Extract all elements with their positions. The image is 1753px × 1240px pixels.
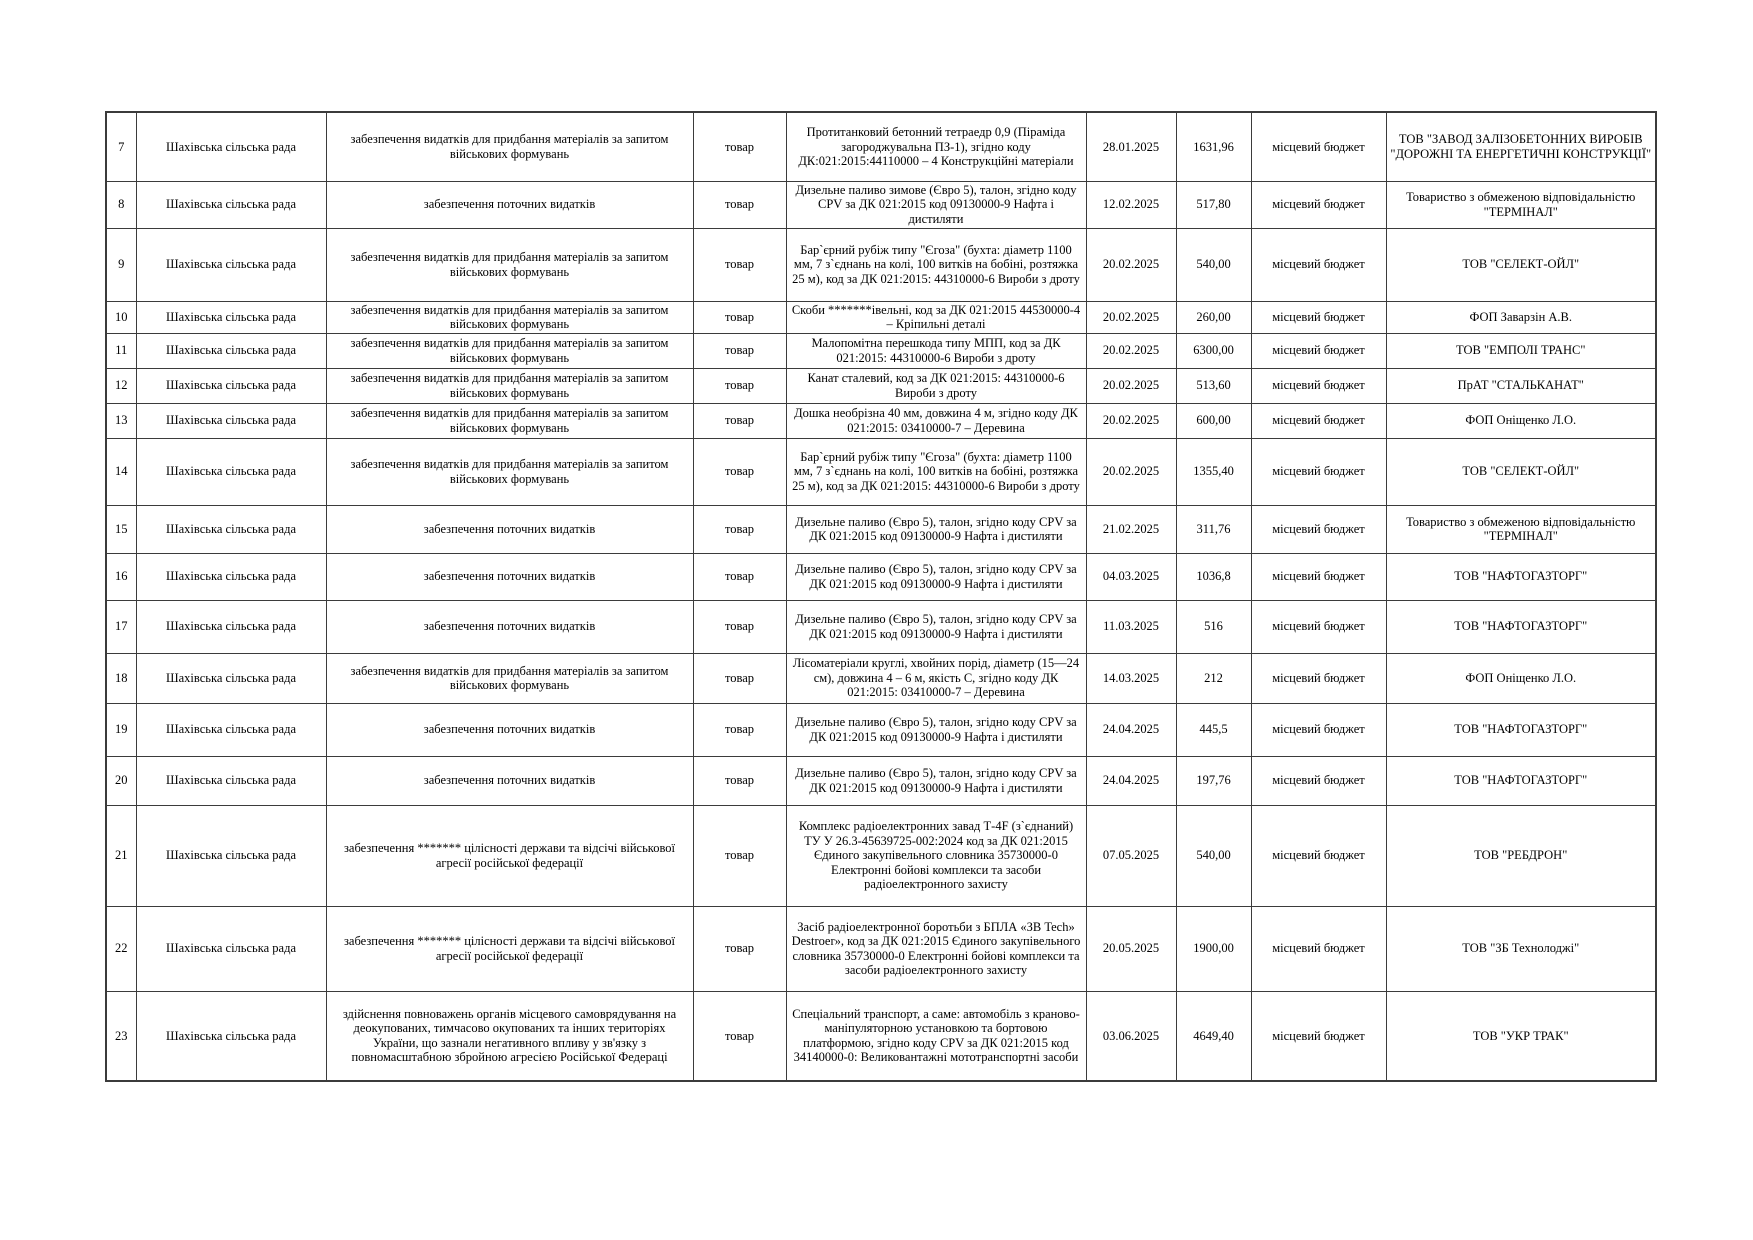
- purpose-cell: забезпечення видатків для придбання матеріалів за запитом військових формувань: [326, 333, 693, 368]
- item-description-cell: Скоби *******івельні, код за ДК 021:2015 44530000-4 – Кріпильні деталі: [786, 301, 1086, 333]
- procurement-table: [105, 111, 1657, 1082]
- supplier-cell: ТОВ "ЗБ Технолоджі": [1386, 906, 1656, 991]
- budget-cell: місцевий бюджет: [1251, 505, 1386, 553]
- organization-cell: Шахівська сільська рада: [136, 600, 326, 653]
- date-cell: 24.04.2025: [1086, 756, 1176, 805]
- budget-cell: місцевий бюджет: [1251, 333, 1386, 368]
- amount-cell: 4649,40: [1176, 991, 1251, 1081]
- type-cell: товар: [693, 906, 786, 991]
- organization-cell: Шахівська сільська рада: [136, 228, 326, 301]
- organization-cell: Шахівська сільська рада: [136, 991, 326, 1081]
- row-number-cell: 11: [106, 333, 136, 368]
- type-cell: товар: [693, 333, 786, 368]
- amount-cell: 311,76: [1176, 505, 1251, 553]
- date-cell: 14.03.2025: [1086, 653, 1176, 703]
- item-description-cell: Малопомітна перешкода типу МПП, код за ДК 021:2015: 44310000-6 Вироби з дроту: [786, 333, 1086, 368]
- date-cell: 12.02.2025: [1086, 181, 1176, 228]
- row-number-cell: 7: [106, 112, 136, 181]
- amount-cell: 513,60: [1176, 368, 1251, 403]
- table-row: [106, 505, 1656, 553]
- table-row: [106, 653, 1656, 703]
- amount-cell: 600,00: [1176, 403, 1251, 438]
- item-description-cell: Дизельне паливо (Євро 5), талон, згідно коду CPV за ДК 021:2015 код 09130000-9 Нафта і дистиляти: [786, 756, 1086, 805]
- amount-cell: 540,00: [1176, 805, 1251, 906]
- amount-cell: 1355,40: [1176, 438, 1251, 505]
- purpose-cell: забезпечення поточних видатків: [326, 703, 693, 756]
- organization-cell: Шахівська сільська рада: [136, 438, 326, 505]
- type-cell: товар: [693, 703, 786, 756]
- type-cell: товар: [693, 505, 786, 553]
- item-description-cell: Канат сталевий, код за ДК 021:2015: 44310000-6 Вироби з дроту: [786, 368, 1086, 403]
- table-row: [106, 600, 1656, 653]
- item-description-cell: Дизельне паливо (Євро 5), талон, згідно коду CPV за ДК 021:2015 код 09130000-9 Нафта і дистиляти: [786, 703, 1086, 756]
- purpose-cell: забезпечення поточних видатків: [326, 181, 693, 228]
- organization-cell: Шахівська сільська рада: [136, 805, 326, 906]
- budget-cell: місцевий бюджет: [1251, 703, 1386, 756]
- date-cell: 03.06.2025: [1086, 991, 1176, 1081]
- row-number-cell: 17: [106, 600, 136, 653]
- row-number-cell: 16: [106, 553, 136, 600]
- supplier-cell: ФОП Заварзін А.В.: [1386, 301, 1656, 333]
- date-cell: 20.02.2025: [1086, 368, 1176, 403]
- date-cell: 20.02.2025: [1086, 438, 1176, 505]
- purpose-cell: забезпечення видатків для придбання матеріалів за запитом військових формувань: [326, 112, 693, 181]
- purpose-cell: здійснення повноважень органів місцевого самоврядування на деокупованих, тимчасово окупованих та інших територіях України, що зазнали негативного впливу у зв'язку з повномасштабною збройною агресією Російської Федераці: [326, 991, 693, 1081]
- supplier-cell: ТОВ "РЕБДРОН": [1386, 805, 1656, 906]
- supplier-cell: ТОВ "ЗАВОД ЗАЛІЗОБЕТОННИХ ВИРОБІВ "ДОРОЖНІ ТА ЕНЕРГЕТИЧНІ КОНСТРУКЦІЇ": [1386, 112, 1656, 181]
- item-description-cell: Спеціальний транспорт, а саме: автомобіль з краново-маніпуляторною установкою та бортовою платформою, згідно коду CPV за ДК 021:2015 код 34140000-0: Великовантажні мототранспортні засоби: [786, 991, 1086, 1081]
- budget-cell: місцевий бюджет: [1251, 553, 1386, 600]
- amount-cell: 197,76: [1176, 756, 1251, 805]
- organization-cell: Шахівська сільська рада: [136, 703, 326, 756]
- table-row: [106, 703, 1656, 756]
- table-row: [106, 553, 1656, 600]
- type-cell: товар: [693, 756, 786, 805]
- purpose-cell: забезпечення поточних видатків: [326, 756, 693, 805]
- budget-cell: місцевий бюджет: [1251, 653, 1386, 703]
- row-number-cell: 20: [106, 756, 136, 805]
- table-row: [106, 991, 1656, 1081]
- supplier-cell: ТОВ "НАФТОГАЗТОРГ": [1386, 600, 1656, 653]
- item-description-cell: Бар`єрний рубіж типу "Єгоза" (бухта: діаметр 1100 мм, 7 з`єднань на колі, 100 витків на бобіні, розтяжка 25 м), код за ДК 021:2015: 44310000-6 Вироби з дроту: [786, 438, 1086, 505]
- date-cell: 11.03.2025: [1086, 600, 1176, 653]
- budget-cell: місцевий бюджет: [1251, 991, 1386, 1081]
- purpose-cell: забезпечення видатків для придбання матеріалів за запитом військових формувань: [326, 368, 693, 403]
- purpose-cell: забезпечення ******* цілісності держави та відсічі військової агресії російської федерації: [326, 805, 693, 906]
- budget-cell: місцевий бюджет: [1251, 438, 1386, 505]
- supplier-cell: Товариство з обмеженою відповідальністю "ТЕРМІНАЛ": [1386, 505, 1656, 553]
- date-cell: 20.02.2025: [1086, 228, 1176, 301]
- item-description-cell: Дизельне паливо зимове (Євро 5), талон, згідно коду CPV за ДК 021:2015 код 09130000-9 Нафта і дистиляти: [786, 181, 1086, 228]
- purpose-cell: забезпечення поточних видатків: [326, 600, 693, 653]
- purpose-cell: забезпечення видатків для придбання матеріалів за запитом військових формувань: [326, 438, 693, 505]
- table-row: [106, 301, 1656, 333]
- row-number-cell: 13: [106, 403, 136, 438]
- budget-cell: місцевий бюджет: [1251, 805, 1386, 906]
- amount-cell: 445,5: [1176, 703, 1251, 756]
- type-cell: товар: [693, 228, 786, 301]
- item-description-cell: Лісоматеріали круглі, хвойних порід, діаметр (15—24 см), довжина 4 – 6 м, якість С, згідно коду ДК 021:2015: 03410000-7 – Деревина: [786, 653, 1086, 703]
- table-row: [106, 756, 1656, 805]
- date-cell: 20.02.2025: [1086, 333, 1176, 368]
- item-description-cell: Дизельне паливо (Євро 5), талон, згідно коду CPV за ДК 021:2015 код 09130000-9 Нафта і дистиляти: [786, 553, 1086, 600]
- row-number-cell: 14: [106, 438, 136, 505]
- budget-cell: місцевий бюджет: [1251, 112, 1386, 181]
- type-cell: товар: [693, 301, 786, 333]
- supplier-cell: ПрАТ "СТАЛЬКАНАТ": [1386, 368, 1656, 403]
- row-number-cell: 23: [106, 991, 136, 1081]
- row-number-cell: 15: [106, 505, 136, 553]
- date-cell: 20.05.2025: [1086, 906, 1176, 991]
- date-cell: 04.03.2025: [1086, 553, 1176, 600]
- amount-cell: 1900,00: [1176, 906, 1251, 991]
- organization-cell: Шахівська сільська рада: [136, 333, 326, 368]
- row-number-cell: 10: [106, 301, 136, 333]
- type-cell: товар: [693, 553, 786, 600]
- amount-cell: 260,00: [1176, 301, 1251, 333]
- type-cell: товар: [693, 403, 786, 438]
- organization-cell: Шахівська сільська рада: [136, 553, 326, 600]
- amount-cell: 6300,00: [1176, 333, 1251, 368]
- budget-cell: місцевий бюджет: [1251, 403, 1386, 438]
- table-row: [106, 438, 1656, 505]
- table-row: [106, 181, 1656, 228]
- item-description-cell: Протитанковий бетонний тетраедр 0,9 (Піраміда загороджувальна ПЗ-1), згідно коду ДК:021:2015:44110000 – 4 Конструкційні матеріали: [786, 112, 1086, 181]
- amount-cell: 1631,96: [1176, 112, 1251, 181]
- date-cell: 07.05.2025: [1086, 805, 1176, 906]
- budget-cell: місцевий бюджет: [1251, 756, 1386, 805]
- table-row: [106, 368, 1656, 403]
- type-cell: товар: [693, 991, 786, 1081]
- row-number-cell: 21: [106, 805, 136, 906]
- supplier-cell: ТОВ "СЕЛЕКТ-ОЙЛ": [1386, 438, 1656, 505]
- date-cell: 28.01.2025: [1086, 112, 1176, 181]
- budget-cell: місцевий бюджет: [1251, 906, 1386, 991]
- organization-cell: Шахівська сільська рада: [136, 112, 326, 181]
- row-number-cell: 8: [106, 181, 136, 228]
- item-description-cell: Засіб радіоелектронної боротьби з БПЛА «ЗВ Tech» Destroer», код за ДК 021:2015 Єдиного закупівельного словника 35730000-0 Електронні бойові комплекси та засоби радіоелектронного захисту: [786, 906, 1086, 991]
- amount-cell: 540,00: [1176, 228, 1251, 301]
- amount-cell: 517,80: [1176, 181, 1251, 228]
- supplier-cell: ФОП Оніщенко Л.О.: [1386, 403, 1656, 438]
- table-row: [106, 112, 1656, 181]
- supplier-cell: ТОВ "УКР ТРАК": [1386, 991, 1656, 1081]
- date-cell: 20.02.2025: [1086, 403, 1176, 438]
- organization-cell: Шахівська сільська рада: [136, 906, 326, 991]
- type-cell: товар: [693, 805, 786, 906]
- type-cell: товар: [693, 653, 786, 703]
- supplier-cell: ТОВ "НАФТОГАЗТОРГ": [1386, 703, 1656, 756]
- purpose-cell: забезпечення поточних видатків: [326, 553, 693, 600]
- budget-cell: місцевий бюджет: [1251, 600, 1386, 653]
- organization-cell: Шахівська сільська рада: [136, 505, 326, 553]
- purpose-cell: забезпечення видатків для придбання матеріалів за запитом військових формувань: [326, 653, 693, 703]
- supplier-cell: ТОВ "ЕМПОЛІ ТРАНС": [1386, 333, 1656, 368]
- row-number-cell: 9: [106, 228, 136, 301]
- type-cell: товар: [693, 438, 786, 505]
- row-number-cell: 18: [106, 653, 136, 703]
- row-number-cell: 22: [106, 906, 136, 991]
- date-cell: 24.04.2025: [1086, 703, 1176, 756]
- row-number-cell: 19: [106, 703, 136, 756]
- organization-cell: Шахівська сільська рада: [136, 653, 326, 703]
- date-cell: 20.02.2025: [1086, 301, 1176, 333]
- purpose-cell: забезпечення поточних видатків: [326, 505, 693, 553]
- table-body: [106, 112, 1656, 1081]
- date-cell: 21.02.2025: [1086, 505, 1176, 553]
- item-description-cell: Комплекс радіоелектронних завад Т-4F (з`єднаний) ТУ У 26.3-45639725-002:2024 код за ДК 021:2015 Єдиного закупівельного словника 35730000-0 Електронні бойові комплекси та засоби радіоелектронного захисту: [786, 805, 1086, 906]
- type-cell: товар: [693, 600, 786, 653]
- row-number-cell: 12: [106, 368, 136, 403]
- purpose-cell: забезпечення видатків для придбання матеріалів за запитом військових формувань: [326, 228, 693, 301]
- budget-cell: місцевий бюджет: [1251, 181, 1386, 228]
- table-row: [106, 333, 1656, 368]
- budget-cell: місцевий бюджет: [1251, 301, 1386, 333]
- supplier-cell: ФОП Оніщенко Л.О.: [1386, 653, 1656, 703]
- item-description-cell: Дизельне паливо (Євро 5), талон, згідно коду CPV за ДК 021:2015 код 09130000-9 Нафта і дистиляти: [786, 600, 1086, 653]
- amount-cell: 212: [1176, 653, 1251, 703]
- purpose-cell: забезпечення видатків для придбання матеріалів за запитом військових формувань: [326, 301, 693, 333]
- item-description-cell: Бар`єрний рубіж типу "Єгоза" (бухта: діаметр 1100 мм, 7 з`єднань на колі, 100 витків на бобіні, розтяжка 25 м), код за ДК 021:2015: 44310000-6 Вироби з дроту: [786, 228, 1086, 301]
- organization-cell: Шахівська сільська рада: [136, 301, 326, 333]
- supplier-cell: ТОВ "НАФТОГАЗТОРГ": [1386, 553, 1656, 600]
- budget-cell: місцевий бюджет: [1251, 368, 1386, 403]
- table-row: [106, 403, 1656, 438]
- document-page: [105, 111, 1657, 1082]
- purpose-cell: забезпечення ******* цілісності держави та відсічі військової агресії російської федерації: [326, 906, 693, 991]
- purpose-cell: забезпечення видатків для придбання матеріалів за запитом військових формувань: [326, 403, 693, 438]
- supplier-cell: ТОВ "СЕЛЕКТ-ОЙЛ": [1386, 228, 1656, 301]
- table-row: [106, 805, 1656, 906]
- organization-cell: Шахівська сільська рада: [136, 403, 326, 438]
- amount-cell: 516: [1176, 600, 1251, 653]
- budget-cell: місцевий бюджет: [1251, 228, 1386, 301]
- organization-cell: Шахівська сільська рада: [136, 181, 326, 228]
- item-description-cell: Дошка необрізна 40 мм, довжина 4 м, згідно коду ДК 021:2015: 03410000-7 – Деревина: [786, 403, 1086, 438]
- type-cell: товар: [693, 181, 786, 228]
- table-row: [106, 906, 1656, 991]
- organization-cell: Шахівська сільська рада: [136, 756, 326, 805]
- organization-cell: Шахівська сільська рада: [136, 368, 326, 403]
- table-row: [106, 228, 1656, 301]
- supplier-cell: ТОВ "НАФТОГАЗТОРГ": [1386, 756, 1656, 805]
- item-description-cell: Дизельне паливо (Євро 5), талон, згідно коду CPV за ДК 021:2015 код 09130000-9 Нафта і дистиляти: [786, 505, 1086, 553]
- amount-cell: 1036,8: [1176, 553, 1251, 600]
- type-cell: товар: [693, 112, 786, 181]
- type-cell: товар: [693, 368, 786, 403]
- supplier-cell: Товариство з обмеженою відповідальністю "ТЕРМІНАЛ": [1386, 181, 1656, 228]
